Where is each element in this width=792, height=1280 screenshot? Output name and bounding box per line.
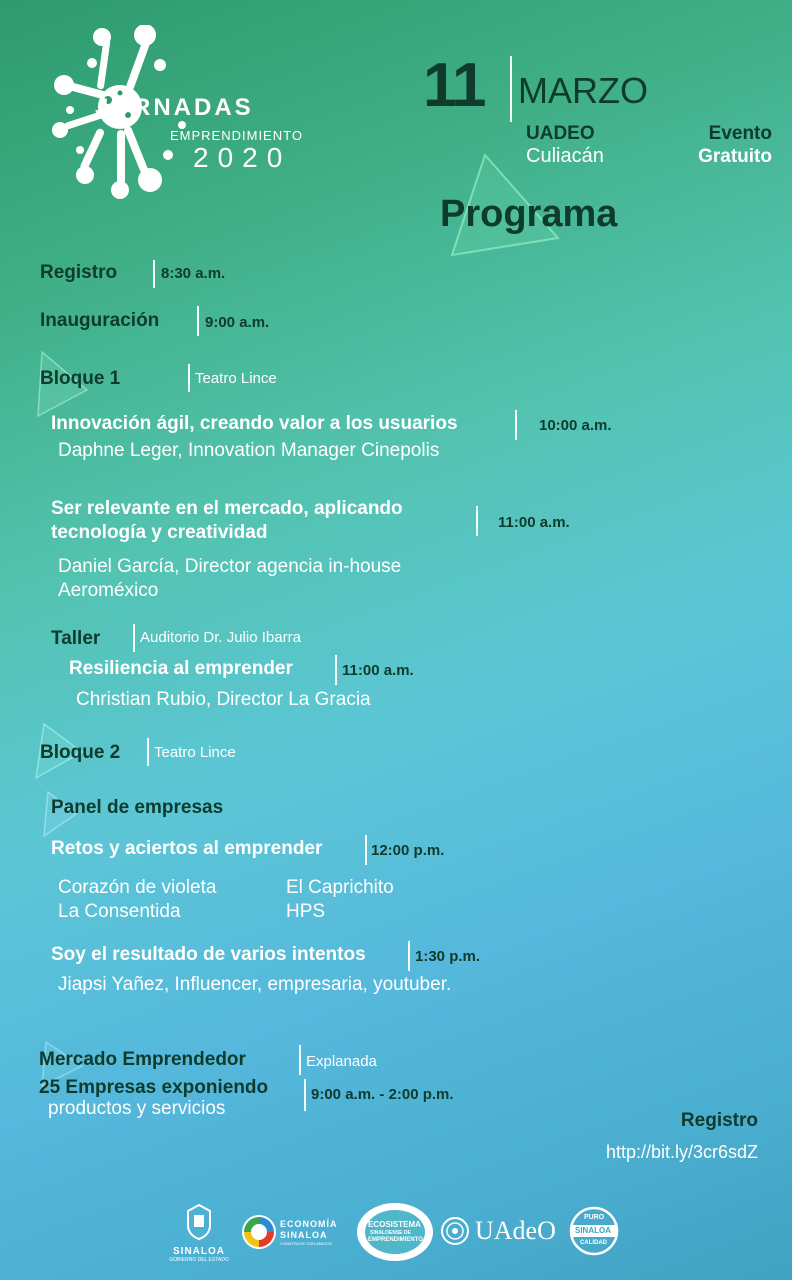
company-name: La Consentida [58, 901, 181, 922]
puro-sinaloa-text: SINALOA [575, 1226, 611, 1235]
inauguracion-label: Inauguración [40, 310, 160, 331]
bloque2-venue: Teatro Lince [154, 744, 236, 761]
divider [365, 835, 367, 865]
mercado-venue: Explanada [306, 1053, 377, 1070]
mercado-line2: productos y servicios [48, 1098, 226, 1119]
venue-city: Culiacán [526, 145, 604, 167]
free-event-label-2: Gratuito [698, 146, 772, 167]
talk-speaker-line1: Daniel García, Director agencia in-house [58, 556, 402, 577]
panel-talk2-time: 1:30 p.m. [415, 948, 481, 965]
ecosistema-text-1: ECOSISTEMA [368, 1220, 421, 1229]
economia-subtext: CONSTRUYE CON AMIGOS [280, 1241, 333, 1246]
registration-label: Registro [680, 1110, 758, 1131]
divider [133, 624, 135, 652]
mercado-time: 9:00 a.m. - 2:00 p.m. [311, 1086, 454, 1103]
mercado-line1: 25 Empresas exponiendo [39, 1077, 269, 1098]
divider [147, 738, 149, 766]
talk-speaker-line2: Aeroméxico [58, 580, 159, 601]
free-event-label-1: Evento [708, 123, 772, 144]
economia-ring-icon [240, 1213, 278, 1251]
bloque1-venue: Teatro Lince [195, 370, 277, 387]
uadeo-logo-text: UAdeO [475, 1216, 556, 1245]
divider [408, 941, 410, 971]
company-name: El Caprichito [286, 877, 394, 898]
puro-sinaloa-logo [568, 1205, 620, 1257]
taller-venue: Auditorio Dr. Julio Ibarra [140, 629, 301, 646]
sinaloa-logo-text: SINALOA [173, 1246, 225, 1257]
mercado-label: Mercado Emprendedor [39, 1049, 246, 1070]
bloque2-label: Bloque 2 [40, 742, 121, 763]
panel-talk2-title: Soy el resultado de varios intentos [51, 944, 366, 965]
brand-subtitle: EMPRENDIMIENTO [170, 128, 303, 143]
taller-title: Resiliencia al emprender [69, 658, 293, 679]
panel-talk2-speaker: Jiapsi Yañez, Influencer, empresaria, youtuber. [58, 974, 452, 995]
divider [515, 410, 517, 440]
divider [335, 655, 337, 685]
ecosistema-text-3: EMPRENDIMIENTO [368, 1237, 423, 1243]
sinaloa-logo-subtext: GOBIERNO DEL ESTADO [169, 1257, 229, 1263]
divider [197, 306, 199, 336]
venue-name: UADEO [526, 123, 595, 144]
panel-title: Panel de empresas [51, 797, 224, 818]
registration-link[interactable]: http://bit.ly/3cr6sdZ [605, 1142, 758, 1162]
economia-text-1: ECONOMÍA [280, 1219, 338, 1229]
divider [153, 260, 155, 288]
talk-speaker: Daphne Leger, Innovation Manager Cinepolis [58, 440, 440, 461]
divider [476, 506, 478, 536]
uadeo-seal-icon [440, 1216, 470, 1246]
company-name: HPS [286, 901, 326, 922]
brand-title: JORNADAS [95, 94, 254, 121]
ecosistema-logo [354, 1200, 436, 1264]
panel-talk-title: Retos y aciertos al emprender [51, 838, 323, 859]
taller-speaker: Christian Rubio, Director La Gracia [76, 689, 371, 710]
program-title: Programa [440, 193, 618, 235]
divider [304, 1079, 306, 1111]
sinaloa-government-logo [168, 1203, 230, 1263]
talk-time: 11:00 a.m. [498, 514, 570, 531]
date-divider [510, 56, 512, 122]
event-month: MARZO [518, 70, 648, 111]
registro-label: Registro [40, 262, 118, 283]
inauguracion-time: 9:00 a.m. [205, 314, 270, 331]
shield-icon [168, 1203, 230, 1241]
taller-time: 11:00 a.m. [342, 662, 414, 679]
ecosistema-text-2: SINALOENSE DE [370, 1230, 411, 1236]
economia-sinaloa-logo [240, 1213, 350, 1253]
panel-talk-time: 12:00 p.m. [371, 842, 445, 859]
talk-time: 10:00 a.m. [539, 417, 612, 434]
puro-text: PURO [584, 1214, 605, 1221]
event-day: 11 [423, 51, 485, 120]
bloque1-label: Bloque 1 [40, 368, 121, 389]
economia-text-2: SINALOA [280, 1230, 328, 1240]
divider [188, 364, 190, 392]
company-name: Corazón de violeta [58, 877, 217, 898]
puro-calidad-text: CALIDAD [580, 1240, 607, 1246]
talk-title-line2: tecnología y creatividad [51, 522, 268, 543]
taller-label: Taller [51, 628, 101, 649]
brand-year: 2020 [193, 142, 292, 173]
talk-title: Innovación ágil, creando valor a los usuarios [51, 413, 458, 434]
divider [299, 1045, 301, 1075]
talk-title-line1: Ser relevante en el mercado, aplicando [51, 498, 403, 519]
registro-time: 8:30 a.m. [161, 265, 226, 282]
